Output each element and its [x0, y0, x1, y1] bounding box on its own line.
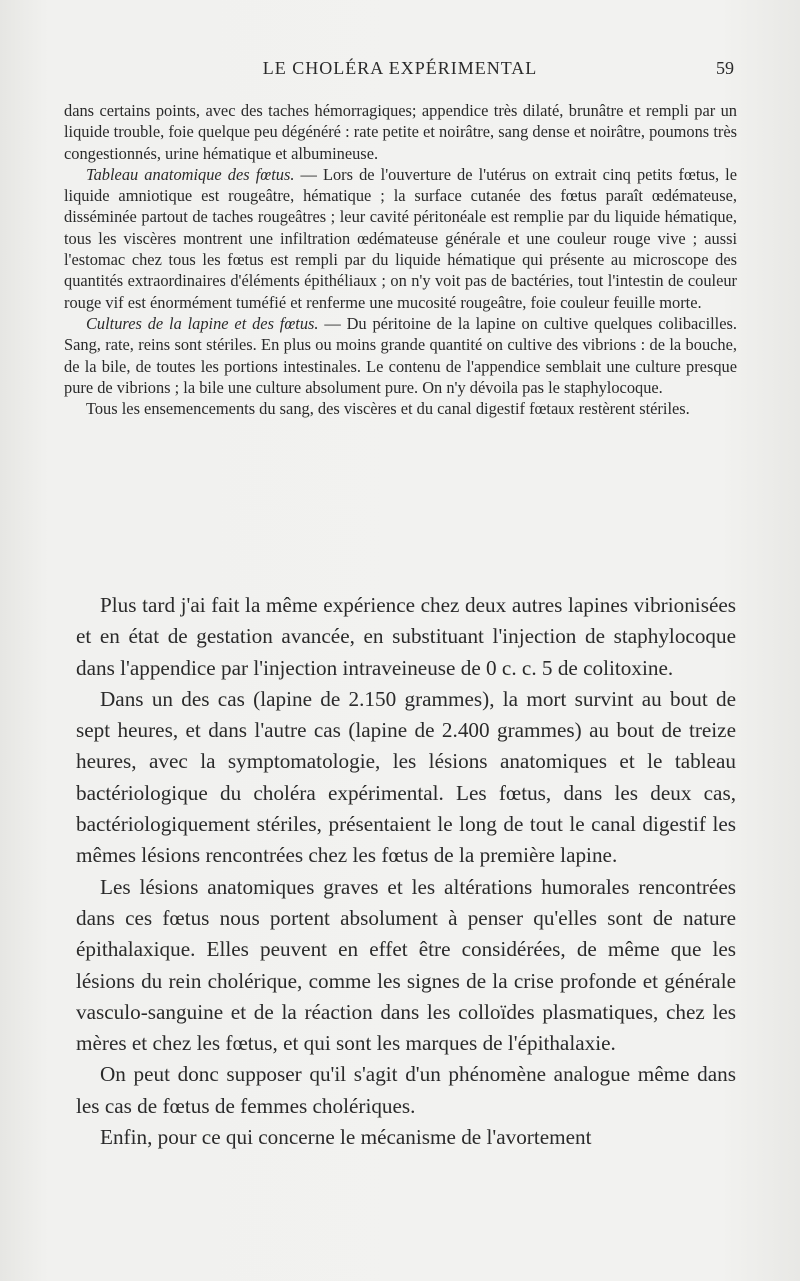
- main-paragraph-2: Dans un des cas (lapine de 2.150 grammes), la mort survint au bout de sept heures, et dans l'autre cas (lapine de 2.400 grammes) au bout de treize heures, avec la symptomatologie, les lésions anatomiques et le tableau bactériologique du choléra expérimental. Les fœtus, dans les deux cas, bactériologiquement stériles, présentaient le long de tout le canal digestif les mêmes lésions rencontrées chez les fœtus de la première lapine.: [76, 686, 736, 868]
- main-text-section: [76, 590, 736, 1153]
- running-title: LE CHOLÉRA EXPÉRIMENTAL: [262, 58, 538, 78]
- page-header: [60, 58, 740, 82]
- page-number: 59: [716, 58, 734, 78]
- small-paragraph-2-text: — Lors de l'ouverture de l'utérus on extrait cinq petits fœtus, le liquide amniotique est rougeâtre, hématique ; la surface cutanée des fœtus paraît œdémateuse, disséminée partout de taches rougeâtres ; leur cavité péritonéale est remplie par du liquide hématique, tous les viscères montrent une infiltration œdémateuse générale et une couleur rouge vive ; aussi l'estomac chez tous les fœtus est rempli par du liquide hématique qui présente au microscope des quantités extraordinaires d'éléments épithéliaux ; on n'y voit pas de bactéries, tout l'intestin de couleur rouge vif est énormément tuméfié et renferme une mucosité rougeâtre, foie couleur feuille morte.: [64, 164, 737, 312]
- main-paragraph-5: Enfin, pour ce qui concerne le mécanisme de l'avortement: [100, 1125, 592, 1150]
- small-paragraph-2: [64, 164, 737, 313]
- small-paragraph-3: [64, 313, 737, 398]
- main-paragraph-1: Plus tard j'ai fait la même expérience chez deux autres lapines vibrionisées et en état de gestation avancée, en substituant l'injection de staphylocoque dans l'appendice par l'injection intraveineuse de 0 c. c. 5 de colitoxine.: [76, 593, 736, 680]
- small-print-section: [64, 100, 737, 419]
- main-paragraph-3: Les lésions anatomiques graves et les altérations humorales rencontrées dans ces fœtus nous portent absolument à penser qu'elles sont de nature épithalaxique. Elles peuvent en effet être considérées, de même que les lésions du rein cholérique, comme les signes de la crise profonde et générale vasculo-sanguine et de la réaction dans les colloïdes plasmatiques, chez les mères et chez les fœtus, et qui sont les marques de l'épithalaxie.: [76, 874, 736, 1056]
- small-paragraph-4: Tous les ensemencements du sang, des viscères et du canal digestif fœtaux restèrent stériles.: [86, 399, 690, 419]
- section-label-tableau: Tableau anatomique des fœtus.: [86, 164, 295, 184]
- small-paragraph-3-text: — Du péritoine de la lapine on cultive quelques colibacilles. Sang, rate, reins sont stériles. En plus ou moins grande quantité on cultive des vibrions : de la bouche, de la bile, de toutes les portions intestinales. Le contenu de l'appendice semblait une culture presque pure de vibrions ; la bile une culture absolument pure. On n'y dévoila pas le staphylocoque.: [64, 313, 737, 397]
- main-paragraph-4: On peut donc supposer qu'il s'agit d'un phénomène analogue même dans les cas de fœtus de femmes cholériques.: [76, 1062, 736, 1118]
- section-label-cultures: Cultures de la lapine et des fœtus.: [86, 313, 319, 333]
- small-paragraph-1: dans certains points, avec des taches hémorragiques; appendice très dilaté, brunâtre et rempli par un liquide trouble, foie quelque peu dégénéré : rate petite et noirâtre, sang dense et noirâtre, poumons très congestionnés, urine hématique et albumineuse.: [64, 101, 737, 163]
